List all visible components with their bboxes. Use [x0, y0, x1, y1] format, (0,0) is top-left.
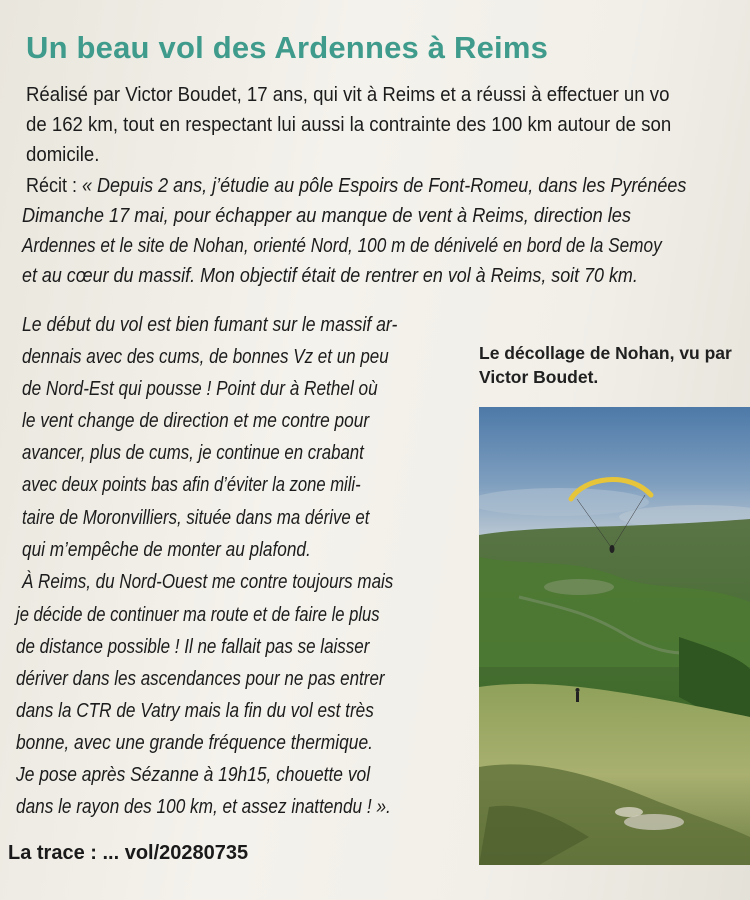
- trace-link: La trace : ... vol/20280735: [8, 842, 249, 864]
- caption-line-1: Le décollage de Nohan, vu par: [479, 343, 732, 363]
- recit-label: Récit :: [26, 175, 83, 197]
- caption-line-2: Victor Boudet.: [479, 367, 599, 387]
- intro-line-1: Réalisé par Victor Boudet, 17 ans, qui vit à Reims et a réussi à effectuer un vo: [26, 84, 670, 106]
- column-line: bonne, avec une grande fréquence thermique.: [16, 732, 373, 754]
- photo-caption: [479, 341, 749, 389]
- recit-text-1: « Depuis 2 ans, j’étudie au pôle Espoirs de Font-Romeu, dans les Pyrénées: [82, 175, 687, 197]
- article-title: Un beau vol des Ardennes à Reims: [26, 30, 549, 65]
- column-line: À Reims, du Nord-Ouest me contre toujours mais: [22, 571, 394, 593]
- column-line: Je pose après Sézanne à 19h15, chouette vol: [16, 764, 371, 786]
- column-line: taire de Moronvilliers, située dans ma dérive et: [22, 507, 370, 529]
- column-line: de distance possible ! Il ne fallait pas se laisser: [16, 636, 370, 658]
- recit-line-3: Ardennes et le site de Nohan, orienté Nord, 100 m de dénivelé en bord de la Semoy: [22, 235, 662, 257]
- column-line: je décide de continuer ma route et de faire le plus: [16, 604, 380, 626]
- recit-line-1: [26, 174, 686, 198]
- column-line: avancer, plus de cums, je continue en crabant: [22, 442, 364, 464]
- intro-line-3: domicile.: [26, 144, 100, 166]
- column-line: dans le rayon des 100 km, et assez inattendu ! ».: [16, 796, 391, 818]
- paraglider-photo: [479, 407, 750, 865]
- column-line: dennais avec des cums, de bonnes Vz et un peu: [22, 346, 389, 368]
- column-line: de Nord-Est qui pousse ! Point dur à Rethel où: [22, 378, 378, 400]
- intro-line-2: de 162 km, tout en respectant lui aussi la contrainte des 100 km autour de son: [26, 114, 672, 136]
- column-line: Le début du vol est bien fumant sur le massif ar-: [22, 314, 398, 336]
- column-line: le vent change de direction et me contre pour: [22, 410, 370, 432]
- column-line: qui m’empêche de monter au plafond.: [22, 539, 311, 561]
- column-line: dériver dans les ascendances pour ne pas entrer: [16, 668, 385, 690]
- recit-line-4: et au cœur du massif. Mon objectif était de rentrer en vol à Reims, soit 70 km.: [22, 265, 638, 287]
- column-line: dans la CTR de Vatry mais la fin du vol est très: [16, 700, 374, 722]
- column-line: avec deux points bas afin d’éviter la zone mili-: [22, 474, 361, 496]
- recit-line-2: Dimanche 17 mai, pour échapper au manque de vent à Reims, direction les: [22, 205, 632, 227]
